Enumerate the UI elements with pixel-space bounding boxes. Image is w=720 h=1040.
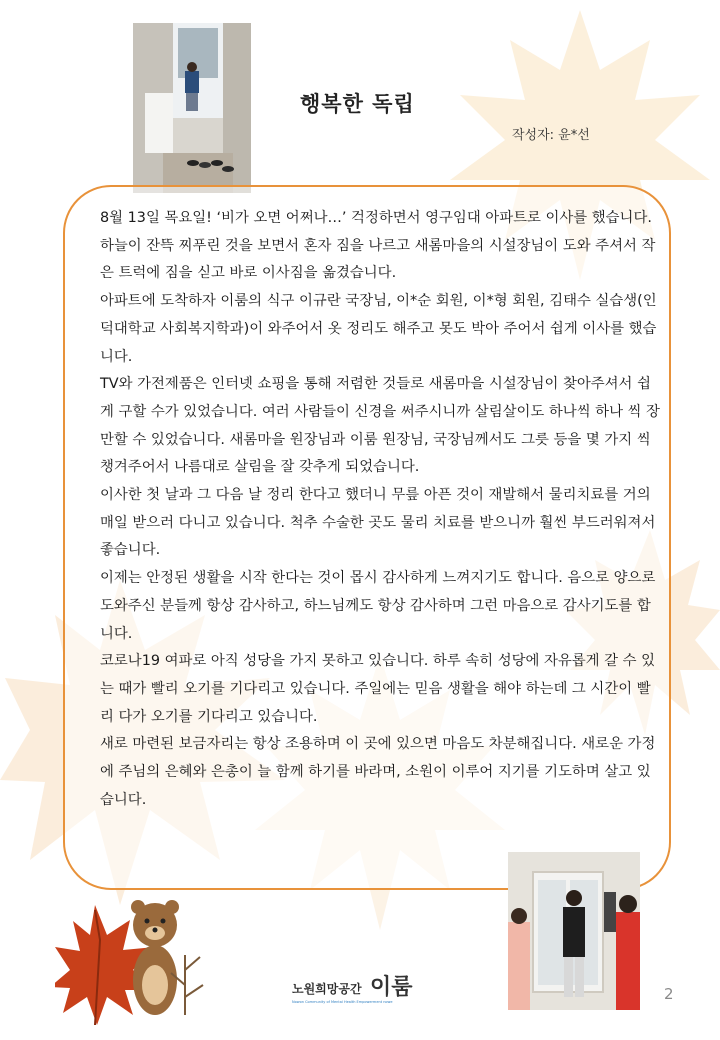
page-title: 행복한 독립 [300,92,415,116]
photo-apartment-visitors [508,852,640,1010]
paragraph-5: 이제는 안정된 생활을 시작 한다는 것이 몹시 감사하게 느껴지기도 합니다. 음으로 양으로 도와주신 분들께 항상 감사하고, 하느님께도 항상 감사하며 그런 마음으로 감사기도를 합니다. [100,570,656,642]
bear-with-maple-leaf-icon [55,885,215,1025]
organization-logo [292,970,442,1010]
page-number: 2 [664,985,674,1003]
paragraph-2: 아파트에 도착하자 이룸의 식구 이규란 국장님, 이*순 회원, 이*형 회원, 김태수 실습생(인덕대학교 사회복지학과)이 와주어서 옷 정리도 해주고 못도 박아 주어서 쉽게 이사를 했습니다. [100,293,657,365]
apartment-entrance-illustration [133,23,251,193]
photo-apartment-entrance [133,23,251,193]
logo-name-big: 이룸 [370,975,413,1000]
logo-subtitle: Nowon Community of Mental Health Empowerment nowe [292,1000,393,1004]
logo-name-small: 노원희망공간 [292,982,362,996]
paragraph-6: 코로나19 여파로 아직 성당을 가지 못하고 있습니다. 하루 속히 성당에 자유롭게 갈 수 있는 때가 빨리 오기를 기다리고 있습니다. 주일에는 믿음 생활을 해야 하는데 그 시간이 빨리 다가 오기를 기다리고 있습니다. [100,653,656,725]
paragraph-1: 8월 13일 목요일! ‘비가 오면 어쩌나…’ 걱정하면서 영구임대 아파트로 이사를 했습니다. 하늘이 잔뜩 찌푸린 것을 보면서 혼자 짐을 나르고 새롬마을의 시설장님이 도와 주셔서 작은 트럭에 짐을 싣고 바로 이사짐을 옮겼습니다. [100,210,656,282]
paragraph-3: TV와 가전제품은 인터넷 쇼핑을 통해 저렴한 것들로 새롬마을 시설장님이 찾아주셔서 쉽게 구할 수가 있었습니다. 여러 사람들이 신경을 써주시니까 살림살이도 하나씩 하나 씩 장만할 수 있었습니다. 새롬마을 원장님과 이룸 원장님, 국장님께서도 그릇 등을 몇 가지 씩 챙겨주어서 나름대로 살림을 잘 갖추게 되었습니다. [100,376,660,476]
author-line: 작성자: 윤*선 [512,128,590,143]
article-body [100,205,660,814]
paragraph-7: 새로 마련된 보금자리는 항상 조용하며 이 곳에 있으면 마음도 차분해집니다. 새로운 가정에 주님의 은혜와 은총이 늘 함께 하기를 바라며, 소원이 이루어 지기를 기도하며 살고 있습니다. [100,736,656,808]
paragraph-4: 이사한 첫 날과 그 다음 날 정리 한다고 했더니 무릎 아픈 것이 재발해서 물리치료를 거의 매일 받으러 다니고 있습니다. 척추 수술한 곳도 물리 치료를 받으니까 훨씬 부드러워져서 좋습니다. [100,487,656,559]
apartment-visitors-illustration [508,852,640,1010]
